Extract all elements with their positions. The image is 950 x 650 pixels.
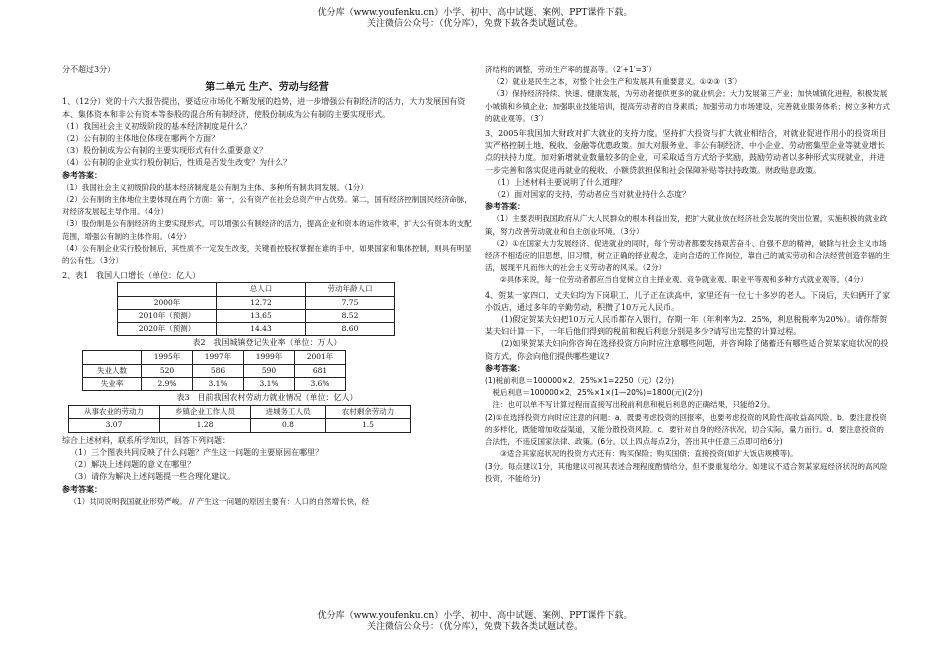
table-unemployment	[82, 350, 346, 391]
table2-caption: 表2 我国城镇登记失业率（单位：万人）	[192, 338, 342, 348]
table1-cell: 7.75	[306, 296, 395, 309]
q3-answer-label: 参考答案：	[485, 202, 525, 212]
table1-cell: 12.72	[217, 296, 306, 309]
table1-cell: 2010年（预测）	[118, 309, 217, 322]
table2-cell: 3.1%	[244, 377, 295, 390]
table2-cell: 681	[295, 364, 346, 377]
carryover-text: 分不超过3分）	[62, 65, 116, 74]
q2-answer-1: （1）共同说明我国就业形势严峻。 // 产生这一问题的原因主要有：人口的自然增长快，经	[69, 496, 370, 506]
table3-header: 从事农业的劳动力	[69, 406, 160, 419]
table2-cell: 失业人数	[83, 364, 142, 377]
table1-cell: 13.65	[217, 309, 306, 322]
q1-sub-3: （3）股份制成为公有制的主要实现形式有什么重要意义？	[62, 146, 268, 156]
q3-answer-1: （1）主要表明我国政府从广大人民群众的根本利益出发，把扩大就业放在经济社会发展的突出位置，实施积极的就业政策，努力改善劳动就业和自主创业环境。（3分）	[485, 214, 888, 236]
footer-line-2: 关注微信公众号：（优分库），免费下载各类试题试卷。	[366, 622, 583, 632]
table3-cell: 1.28	[160, 419, 251, 432]
q3-stem: 3、2005年我国加大财政对扩大就业的支持力度。坚持扩大投资与扩大就业相结合，对就业促进作用小的投资项目实严格控制土地、税收、金融等优惠政策。加大对服务业、非公有制经济、中小企业、劳动密集型企业等就业增长点的扶持力度。加对新增就业数量较多的企业，可采取适当方式给予奖励，鼓励劳动者以多种形式实现就业，并进一步完善和落实促进再就业的税收、小额贷款担保和社会保障补贴等扶持政策。财政贴息政策。	[485, 129, 887, 175]
table-rural-labor	[68, 405, 411, 432]
table-row	[83, 377, 346, 390]
table3-header: 进城务工人员	[251, 406, 326, 419]
q1-answer-4: （4）公有制企业实行股份制后，其性质不一定发生改变，关键看控股权掌握在谁的手中，如果国家和集体控制，则具有明显的公有性。（3分）	[62, 243, 472, 266]
q1-sub-2: （2）公有制的主体地位体现在哪两个方面？	[62, 134, 220, 144]
table1-cell: 14.43	[217, 323, 306, 336]
left-column	[62, 64, 472, 609]
table3-caption: 表3 目前我国农村劳动力就业情况（单位：亿人）	[176, 393, 358, 403]
q3-sub-1: （1）上述材料主要说明了什么道理？	[493, 177, 627, 187]
right-column	[485, 64, 891, 609]
table2-cell: 失业率	[83, 377, 142, 390]
table-row	[118, 309, 395, 322]
right-carryover: 济结构的调整，劳动生产率的提高等。（2′+1′=3′）	[485, 65, 656, 74]
table1-cell: 8.52	[306, 309, 395, 322]
table3-cell: 0.8	[251, 419, 326, 432]
table2-cell: 3.6%	[295, 377, 346, 390]
page-footer	[0, 611, 950, 633]
page-header	[0, 8, 950, 30]
q1-answer-label: 参考答案：	[62, 170, 102, 180]
table1-cell: 8.60	[306, 323, 395, 336]
q1-answer-3: （3）股份制是公有制经济的主要实现形式，可以增强公有制经济的活力，提高企业和资本的运作效率，扩大公有资本的支配范围，增强公有制的主体作用。（4分）	[62, 219, 472, 241]
header-line-2: 关注微信公众号：（优分库），免费下载各类试题试卷。	[366, 19, 583, 29]
table2-header: 1997年	[193, 351, 244, 364]
table2-cell: 3.1%	[193, 377, 244, 390]
header-line-1: 优分库（www.youfenku.cn）小学、初中、高中试题、案例、PPT课件下载。	[317, 8, 633, 18]
table2-cell: 520	[142, 364, 193, 377]
table2-header: 1999年	[244, 351, 295, 364]
table1-cell: 2020年（预测）	[118, 323, 217, 336]
table1-header: 劳动年龄人口	[306, 283, 395, 296]
table2-header	[83, 351, 142, 364]
q1-sub-4: （4）公有制的企业实行股份制后，性质是否发生改变？为什么？	[62, 158, 292, 168]
q2-sub-3: （3）请你为解决上述问题提一些合理化建议。	[70, 472, 236, 482]
q1-sub-1: （1）我国社会主义初级阶段的基本经济制度是什么？	[62, 121, 252, 131]
table3-header: 农村剩余劳动力	[326, 406, 411, 419]
q4-answer-3: 注：也可以单不写计算过程而直接写出税前利息和税后利息的正确结果，只能给2分。	[492, 400, 775, 410]
unit-title: 第二单元 生产、劳动与经营	[205, 82, 329, 94]
q2-intro: 2、表1 我国人口增长（单位：亿人）	[62, 271, 201, 281]
table1-cell: 2000年	[118, 296, 217, 309]
table1-header: 总人口	[217, 283, 306, 296]
table-row	[118, 323, 395, 336]
table3-cell: 1.5	[326, 419, 411, 432]
q4-answer-2: 税后利息＝100000×2．25%×1×(1—20%)=1800(元)(2分)	[492, 388, 703, 398]
table3-header: 乡镇企业工作人员	[160, 406, 251, 419]
q4-answer-6: (3分。每点建议1分，其他建议可视其表述合理程度酌情给分，但不要重复给分。如建议不适合贺某家庭经济状况的高风险投资，不能给分)	[485, 461, 888, 483]
q3-answer-3: ②具体来说，每一位劳动者都应当自觉树立自主择业观、竞争就业观、职业平等观和多种方式就业观等。（4分）	[500, 275, 868, 285]
table3-cell: 3.07	[69, 419, 160, 432]
q2-sub-2: （2）解决上述问题的意义在哪里？	[70, 460, 196, 470]
q4-sub-2: (2)如果贺某夫妇向你咨询在选择投资方向时应注意哪些问题，并咨询除了储蓄还有哪些适合贺某家庭状况的投资方式，你会向他们提供哪些建议?	[485, 339, 889, 361]
table-row	[118, 296, 395, 309]
table2-cell: 586	[193, 364, 244, 377]
footer-line-1: 优分库（www.youfenku.cn）小学、初中、高中试题、案例、PPT课件下载。	[317, 611, 633, 621]
table2-cell: 2.9%	[142, 377, 193, 390]
q4-answer-1: (1)税前利息＝100000×2．25%×1=2250（元）(2分)	[485, 376, 675, 386]
table-row	[69, 419, 411, 432]
q2-sub-1: （1）三个图表共同反映了什么问题？产生这一问题的主要原因在哪里？	[70, 447, 324, 457]
q4-answer-label: 参考答案：	[485, 363, 525, 373]
table2-header: 2001年	[295, 351, 346, 364]
q1-answer-1: （1）我国社会主义初级阶段的基本经济制度是公有制为主体、多种所有制共同发展。（1分）	[62, 182, 368, 192]
table-population	[117, 282, 395, 336]
q1-stem: 1、（12分）党的十六大报告提出，要适应市场化不断发展的趋势，进一步增强公有制经济的活力，大力发展国有资本、集体资本和非公有资本等参股的混合所有制经济，使股份制成为公有制的主要实现形式。	[62, 97, 466, 119]
table1-header	[118, 283, 217, 296]
table-row	[83, 364, 346, 377]
q4-answer-4: (2)①在选择投资方向时应注意的问题：a．既要考虑投资的回报率，也要考虑投资的风险性高收益高风险。b．要注意投资的多样化，既能增加收益渠道，又能分散投资风险。c．要针对自身的经济状况，切合实际，量力而行。d．要注意投资的合法性，不违反国家法律、政策。(6分。以上四点每点2分，答出其中任意三点即可给6分)	[485, 412, 887, 447]
q4-stem: 4、贺某一家四口，丈夫妇均为下岗职工，儿子正在读高中，家里还有一位七十多岁的老人。下岗后，夫妇俩开了家小饭店，通过多年的辛勤劳动，积攒了10万元人民币。	[485, 290, 891, 312]
q3-answer-2: （2）①在国家大力发展经济、促进就业的同时，每个劳动者都要发扬艰苦奋斗、自强不息的精神，破除与社会主义市场经济不相适应的旧思想、旧习惯，树立正确的择业观念，走向合适的工作岗位，靠自己的诚实劳动和合法经营创造幸福的生活，展现平凡而伟大的社会主义劳动者的风采。（2分）	[485, 238, 890, 273]
q2-prompt: 综合上述材料，联系所学知识，回答下列问题：	[62, 435, 230, 445]
q2-answer-label: 参考答案：	[62, 484, 102, 494]
q3-sub-2: （2）面对国家的支持，劳动者应当对就业持什么态度？	[493, 190, 691, 200]
q2-answer-2: （2）就业是民生之本，对整个社会生产和发展具有重要意义。①②③（3′）	[492, 77, 742, 87]
q4-sub-1: (1)假定贺某夫妇把10万元人民币都存入银行，存期一年（年利率为2．25%，利息税税率为20%）。请你帮贺某夫妇计算一下，一年后他们得到的税前和税后利息分别是多少?请写出完整的计算过程。	[485, 315, 888, 337]
q1-answer-2: （2）公有制的主体地位主要体现在两个方面：第一，公有资产在社会总资产中占优势。第二，国有经济控制国民经济命脉，对经济发展起主导作用。（4分）	[62, 195, 472, 217]
table2-cell: 590	[244, 364, 295, 377]
q4-answer-5: ③适合其家庭状况的投资方式还有：购买保险；购买国债；直接投资(如扩大饭店规模等)。	[500, 449, 798, 459]
table2-header: 1995年	[142, 351, 193, 364]
q2-answer-3: （3）保持经济持续、快速、健康发展，为劳动者提供更多的就业机会；大力发展第三产业；加快城镇化进程，积极发展小城镇和乡镇企业；加强职业技能培训，提高劳动者的自身素质；加强劳动力市场建设，完善就业服务体系；树立多种方式的就业观等。（3′）	[485, 89, 890, 123]
